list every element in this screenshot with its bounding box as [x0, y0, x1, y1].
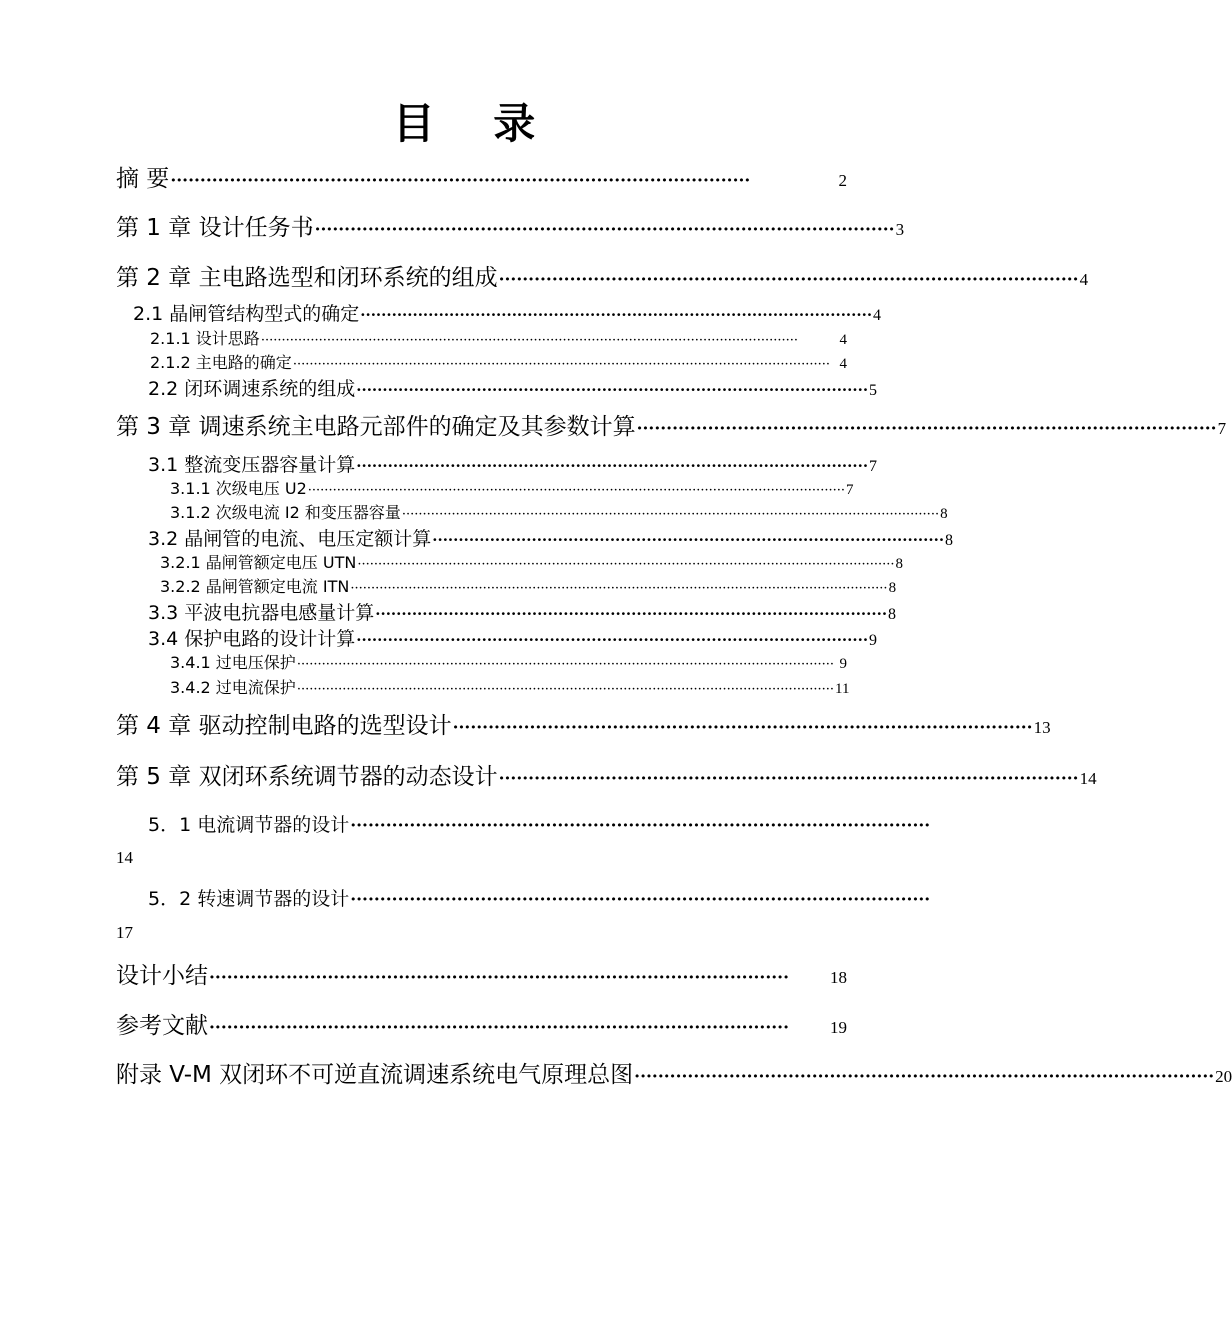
toc-entry[interactable]	[116, 259, 1089, 292]
toc-entry[interactable]	[148, 884, 931, 911]
toc-entry-label: 3.3 平波电抗器电感量计算	[148, 602, 375, 624]
toc-entry[interactable]	[160, 550, 904, 573]
toc-entry[interactable]	[116, 209, 905, 242]
toc-entry-label: 3.4.1 过电压保护	[170, 653, 296, 672]
toc-entry-label: 第 1 章 设计任务书	[116, 215, 314, 241]
toc-entry-page: 4	[1079, 270, 1089, 289]
dot-leader: ··································································································································	[307, 483, 845, 498]
toc-entry-label: 2.1 晶闸管结构型式的确定	[133, 303, 360, 325]
toc-entry[interactable]	[150, 350, 847, 373]
toc-entry[interactable]	[116, 707, 1051, 740]
toc-entry-label: 5．2 转速调节器的设计	[148, 888, 350, 910]
toc-entry-page: 8	[945, 532, 954, 549]
toc-entry[interactable]	[170, 500, 948, 523]
dot-leader: ··································································································································	[296, 657, 835, 672]
toc-entry-label: 3.2.1 晶闸管额定电压 UTN	[160, 553, 357, 572]
dot-leader: ··································································································	[375, 605, 888, 623]
dot-leader: ··································································································	[209, 1018, 790, 1038]
dot-leader: ··································································································	[498, 270, 1079, 290]
toc-entry[interactable]	[148, 524, 954, 551]
toc-entry-label: 参考文献	[116, 1013, 208, 1039]
toc-entry-label: 5．1 电流调节器的设计	[148, 814, 350, 836]
toc-entry[interactable]	[148, 598, 897, 625]
toc-entry-page: 8	[895, 556, 904, 572]
toc-entry-page: 8	[940, 506, 948, 522]
dot-leader: ··································································································	[498, 769, 1079, 789]
toc-entry[interactable]	[170, 650, 847, 673]
toc-entry-label: 2.1.1 设计思路	[150, 329, 260, 348]
toc-entry-label: 3.2.2 晶闸管额定电流 ITN	[160, 577, 350, 596]
toc-entry-page: 8	[888, 606, 897, 623]
toc-entry-label: 2.2 闭环调速系统的组成	[148, 378, 356, 400]
toc-entry[interactable]	[148, 624, 878, 651]
toc-entry-page: 7	[1217, 419, 1227, 438]
dot-leader: ··································································································	[360, 306, 873, 324]
dot-leader: ··································································································································	[401, 507, 940, 522]
toc-entry-page: 9	[839, 656, 847, 672]
dot-leader: ··································································································	[356, 381, 869, 399]
toc-entry-label: 3.1.2 次级电流 I2 和变压器容量	[170, 503, 401, 522]
toc-entry-label: 3.1 整流变压器容量计算	[148, 454, 356, 476]
toc-entry-label: 3.1.1 次级电压 U2	[170, 479, 307, 498]
toc-entry[interactable]	[116, 1056, 1232, 1089]
toc-entry[interactable]	[116, 957, 847, 990]
toc-entry-label: 3.4 保护电路的设计计算	[148, 628, 356, 650]
toc-entry[interactable]	[148, 810, 931, 837]
toc-entry[interactable]	[116, 160, 847, 193]
toc-entry-label: 第 3 章 调速系统主电路元部件的确定及其参数计算	[116, 414, 636, 440]
dot-leader: ··································································································	[356, 457, 869, 475]
toc-entry[interactable]	[148, 374, 878, 401]
toc-entry[interactable]	[133, 299, 882, 326]
toc-entry-page: 7	[869, 458, 878, 475]
toc-entry-page: 2	[838, 171, 847, 190]
toc-entry-label: 第 4 章 驱动控制电路的选型设计	[116, 713, 452, 739]
toc-entry-label: 第 5 章 双闭环系统调节器的动态设计	[116, 764, 498, 790]
toc-entry[interactable]	[148, 450, 878, 477]
dot-leader: ··································································································	[209, 968, 790, 988]
dot-leader: ··································································································································	[260, 333, 799, 348]
toc-entry-page: 14	[116, 848, 133, 867]
toc-entry-page: 17	[116, 923, 133, 942]
toc-entry-label: 第 2 章 主电路选型和闭环系统的组成	[116, 265, 498, 291]
toc-entry-page: 13	[1033, 718, 1051, 737]
dot-leader: ··································································································	[356, 631, 869, 649]
toc-entry[interactable]	[116, 758, 1097, 791]
dot-leader: ··································································································	[170, 171, 751, 191]
dot-leader: ··································································································	[634, 1067, 1215, 1087]
toc-entry-page: 11	[835, 681, 850, 697]
dot-leader: ··································································································	[350, 890, 931, 910]
page-title: 目 录	[392, 99, 558, 148]
toc-entry-page: 4	[839, 332, 847, 348]
toc-entry[interactable]	[150, 326, 847, 349]
dot-leader: ··································································································································	[357, 557, 895, 572]
toc-entry-label: 摘 要	[116, 166, 170, 192]
dot-leader: ··································································································································	[292, 357, 831, 372]
toc-entry-label: 设计小结	[116, 963, 208, 989]
toc-entry-label: 2.1.2 主电路的确定	[150, 353, 292, 372]
toc-entry[interactable]	[170, 476, 854, 499]
toc-entry-page: 9	[869, 632, 878, 649]
toc-entry-page: 19	[830, 1018, 847, 1037]
dot-leader: ··································································································	[636, 419, 1217, 439]
toc-entry-label: 3.4.2 过电流保护	[170, 678, 296, 697]
toc-entry[interactable]	[116, 408, 1227, 441]
toc-entry-page: 7	[845, 482, 854, 498]
toc-entry-label: 附录 V-M 双闭环不可逆直流调速系统电气原理总图	[116, 1062, 634, 1088]
toc-entry-page: 8	[888, 580, 897, 596]
toc-entry-page: 20	[1215, 1067, 1232, 1086]
toc-entry[interactable]	[170, 675, 850, 698]
toc-entry[interactable]	[160, 574, 897, 597]
toc-entry[interactable]	[116, 1007, 847, 1040]
toc-entry-page: 4	[873, 307, 882, 324]
toc-entry-label: 3.2 晶闸管的电流、电压定额计算	[148, 528, 432, 550]
toc-entry-page: 3	[895, 220, 905, 239]
dot-leader: ··································································································	[432, 531, 945, 549]
dot-leader: ··································································································	[314, 220, 895, 240]
dot-leader: ··································································································································	[296, 682, 835, 697]
toc-entry-page: 4	[839, 356, 847, 372]
dot-leader: ··································································································	[452, 718, 1033, 738]
dot-leader: ··································································································	[350, 816, 931, 836]
toc-entry-page: 14	[1079, 769, 1097, 788]
toc-entry-page: 5	[869, 382, 878, 399]
dot-leader: ··································································································································	[350, 581, 888, 596]
toc-entry-page: 18	[830, 968, 847, 987]
